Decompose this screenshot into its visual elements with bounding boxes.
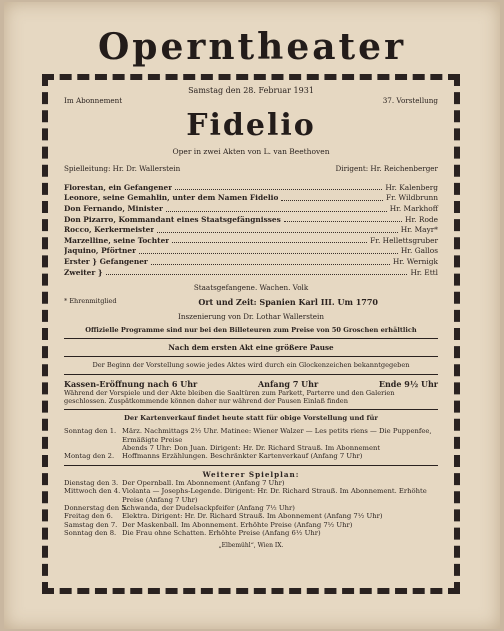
vorverkauf-list: [64, 427, 438, 461]
theater-title: Operntheater: [97, 26, 407, 68]
divider: [64, 374, 438, 375]
schedule-day: Sonntag den 8.: [64, 529, 117, 538]
opera-title: Fidelio: [186, 108, 316, 143]
opera-subtitle: Oper in zwei Akten von L. van Beethoven: [172, 146, 330, 156]
cast-actor: Fr. Wildbrunn: [385, 193, 438, 203]
spielplan-heading: Weiterer Spielplan:: [202, 469, 300, 479]
schedule-text: Die Frau ohne Schatten. Erhöhte Preise (Anfang 6½ Uhr): [122, 529, 321, 538]
cast-role: Don Fernando, Minister: [64, 204, 163, 214]
cast-list: [64, 183, 438, 278]
cast-role: Florestan, ein Gefangener: [64, 182, 173, 192]
abonnement-row: [64, 96, 438, 105]
cast-row: [64, 225, 438, 236]
credits-row: [64, 164, 438, 173]
cast-role: Leonore, seine Gemahlin, unter dem Namen Fidelio: [64, 193, 279, 203]
cast-role: Zweiter }: [64, 267, 103, 277]
schedule-row: [64, 479, 438, 487]
schedule-text: März. Nachmittags 2½ Uhr. Matinee: Wiener Walzer — Les petits riens — Die Puppenfee, Ermäßigte Preise: [122, 427, 432, 444]
cast-actor: Hr. Ettl: [410, 267, 438, 277]
ort-und-zeit: Ort und Zeit: Spanien Karl III. Um 1770: [198, 297, 378, 308]
divider: [64, 338, 438, 339]
cast-actor: Hr. Gallos: [400, 246, 438, 256]
schedule-text: Violanta — Josephs-Legende. Dirigent: Hr. Dr. Richard Strauß. Im Abonnement. Erhöhte Preise (Anfang 7 Uhr): [122, 487, 427, 504]
cast-row: [64, 268, 438, 279]
cast-role: Don Pizarro, Kommandant eines Staatsgefängnisses: [64, 214, 281, 224]
pause-note: Nach dem ersten Akt eine größere Pause: [168, 343, 334, 353]
programme-note: Offizielle Programme sind nur bei den Billeteuren zum Preise von 50 Groschen erhältlich: [85, 326, 417, 335]
spielleitung: Spielleitung: Hr. Dr. Wallerstein: [64, 163, 181, 173]
schedule-row: [64, 427, 438, 444]
performance-date: Samstag den 28. Februar 1931: [188, 86, 314, 95]
chorus-note: Staatsgefangene. Wachen. Volk: [193, 283, 309, 293]
playbill-paper: [4, 2, 500, 629]
abonnement-label: Im Abonnement: [64, 96, 123, 105]
schedule-day: Dienstag den 3.: [64, 478, 119, 487]
inszenierung: Inszenierung von Dr. Lothar Wallerstein: [178, 312, 324, 322]
beginn-note: Der Beginn der Vorstellung sowie jedes Aktes wird durch ein Glockenzeichen bekanntgegeben: [92, 361, 410, 370]
cast-actor: Hr. Mayr*: [400, 225, 438, 235]
cast-row: [64, 204, 438, 215]
divider: [64, 356, 438, 357]
schedule-text: Abends 7 Uhr: Don Juan. Dirigent: Hr. Dr. Richard Strauß. Im Abonnement: [122, 443, 381, 452]
spielplan-list: [64, 479, 438, 538]
schedule-row: [64, 444, 438, 452]
schedule-day: Donnerstag den 5.: [64, 504, 128, 513]
schedule-day: Sonntag den 1.: [64, 427, 117, 436]
divider: [64, 465, 438, 466]
schedule-row: [64, 504, 438, 512]
cast-row: [64, 183, 438, 194]
schedule-day: [64, 444, 122, 452]
cast-actor: Fr. Hellettsgruber: [370, 235, 438, 245]
cast-row: [64, 236, 438, 247]
schedule-row: [64, 529, 438, 537]
schedule-text: Der Maskenball. Im Abonnement. Erhöhte Preise (Anfang 7½ Uhr): [122, 520, 353, 529]
cast-role: Jaquino, Pförtner: [64, 246, 137, 256]
schedule-row: [64, 512, 438, 520]
schedule-day: Samstag den 7.: [64, 520, 118, 529]
schedule-text: Der Opernball. Im Abonnement (Anfang 7 Uhr): [122, 478, 285, 487]
cast-actor: Hr. Wernigk: [392, 257, 438, 267]
cast-row: [64, 193, 438, 204]
cast-row: [64, 246, 438, 257]
cast-actor: Hr. Rode: [405, 214, 438, 224]
vorverkauf-heading: Der Kartenverkauf findet heute statt für obige Vorstellung und für: [124, 413, 378, 422]
schedule-text: Schwanda, der Dudelsackpfeifer (Anfang 7½ Uhr): [122, 504, 295, 513]
schedule-day: Mittwoch den 4.: [64, 487, 121, 496]
cast-role: Rocco, Kerkermeister: [64, 225, 155, 235]
playbill-content: [64, 86, 438, 549]
vorstellung-number: 37. Vorstellung: [382, 96, 438, 105]
anfang-time: Anfang 7 Uhr: [257, 378, 319, 389]
ehrenmitglied-note: * Ehrenmitglied: [64, 297, 117, 306]
cast-row: [64, 257, 438, 268]
cast-actor: Hr. Kalenberg: [385, 182, 438, 192]
dirigent: Dirigent: Hr. Reichenberger: [335, 163, 438, 173]
schedule-text: Hoffmanns Erzählungen. Beschränkter Kartenverkauf (Anfang 7 Uhr): [122, 452, 363, 461]
ende-time: Ende 9½ Uhr: [378, 378, 438, 389]
cast-role: Erster } Gefangener: [64, 257, 148, 267]
cast-actor: Hr. Markhoff: [389, 204, 438, 214]
schedule-row: [64, 452, 438, 460]
schedule-row: [64, 487, 438, 504]
cast-row: [64, 215, 438, 226]
printer-imprint: „Elbemühl“, Wien IX.: [218, 541, 284, 549]
schedule-day: Freitag den 6.: [64, 512, 113, 521]
schedule-day: Montag den 2.: [64, 452, 115, 461]
divider: [64, 409, 438, 410]
ort-row: [64, 297, 438, 307]
cast-role: Marzelline, seine Tochter: [64, 235, 170, 245]
waehrend-note: Während der Vorspiele und der Akte bleiben die Saaltüren zum Parkett, Parterre und den Galerien geschlossen. Zuspätkommende können daher nur während der Pausen Einlaß finden: [64, 388, 395, 405]
schedule-text: Elektra. Dirigent: Hr. Dr. Richard Strauß. Im Abonnement (Anfang 7½ Uhr): [122, 512, 383, 521]
kassa-time: Kassen-Eröffnung nach 6 Uhr: [64, 378, 198, 389]
schedule-row: [64, 521, 438, 529]
times-row: [64, 379, 438, 389]
